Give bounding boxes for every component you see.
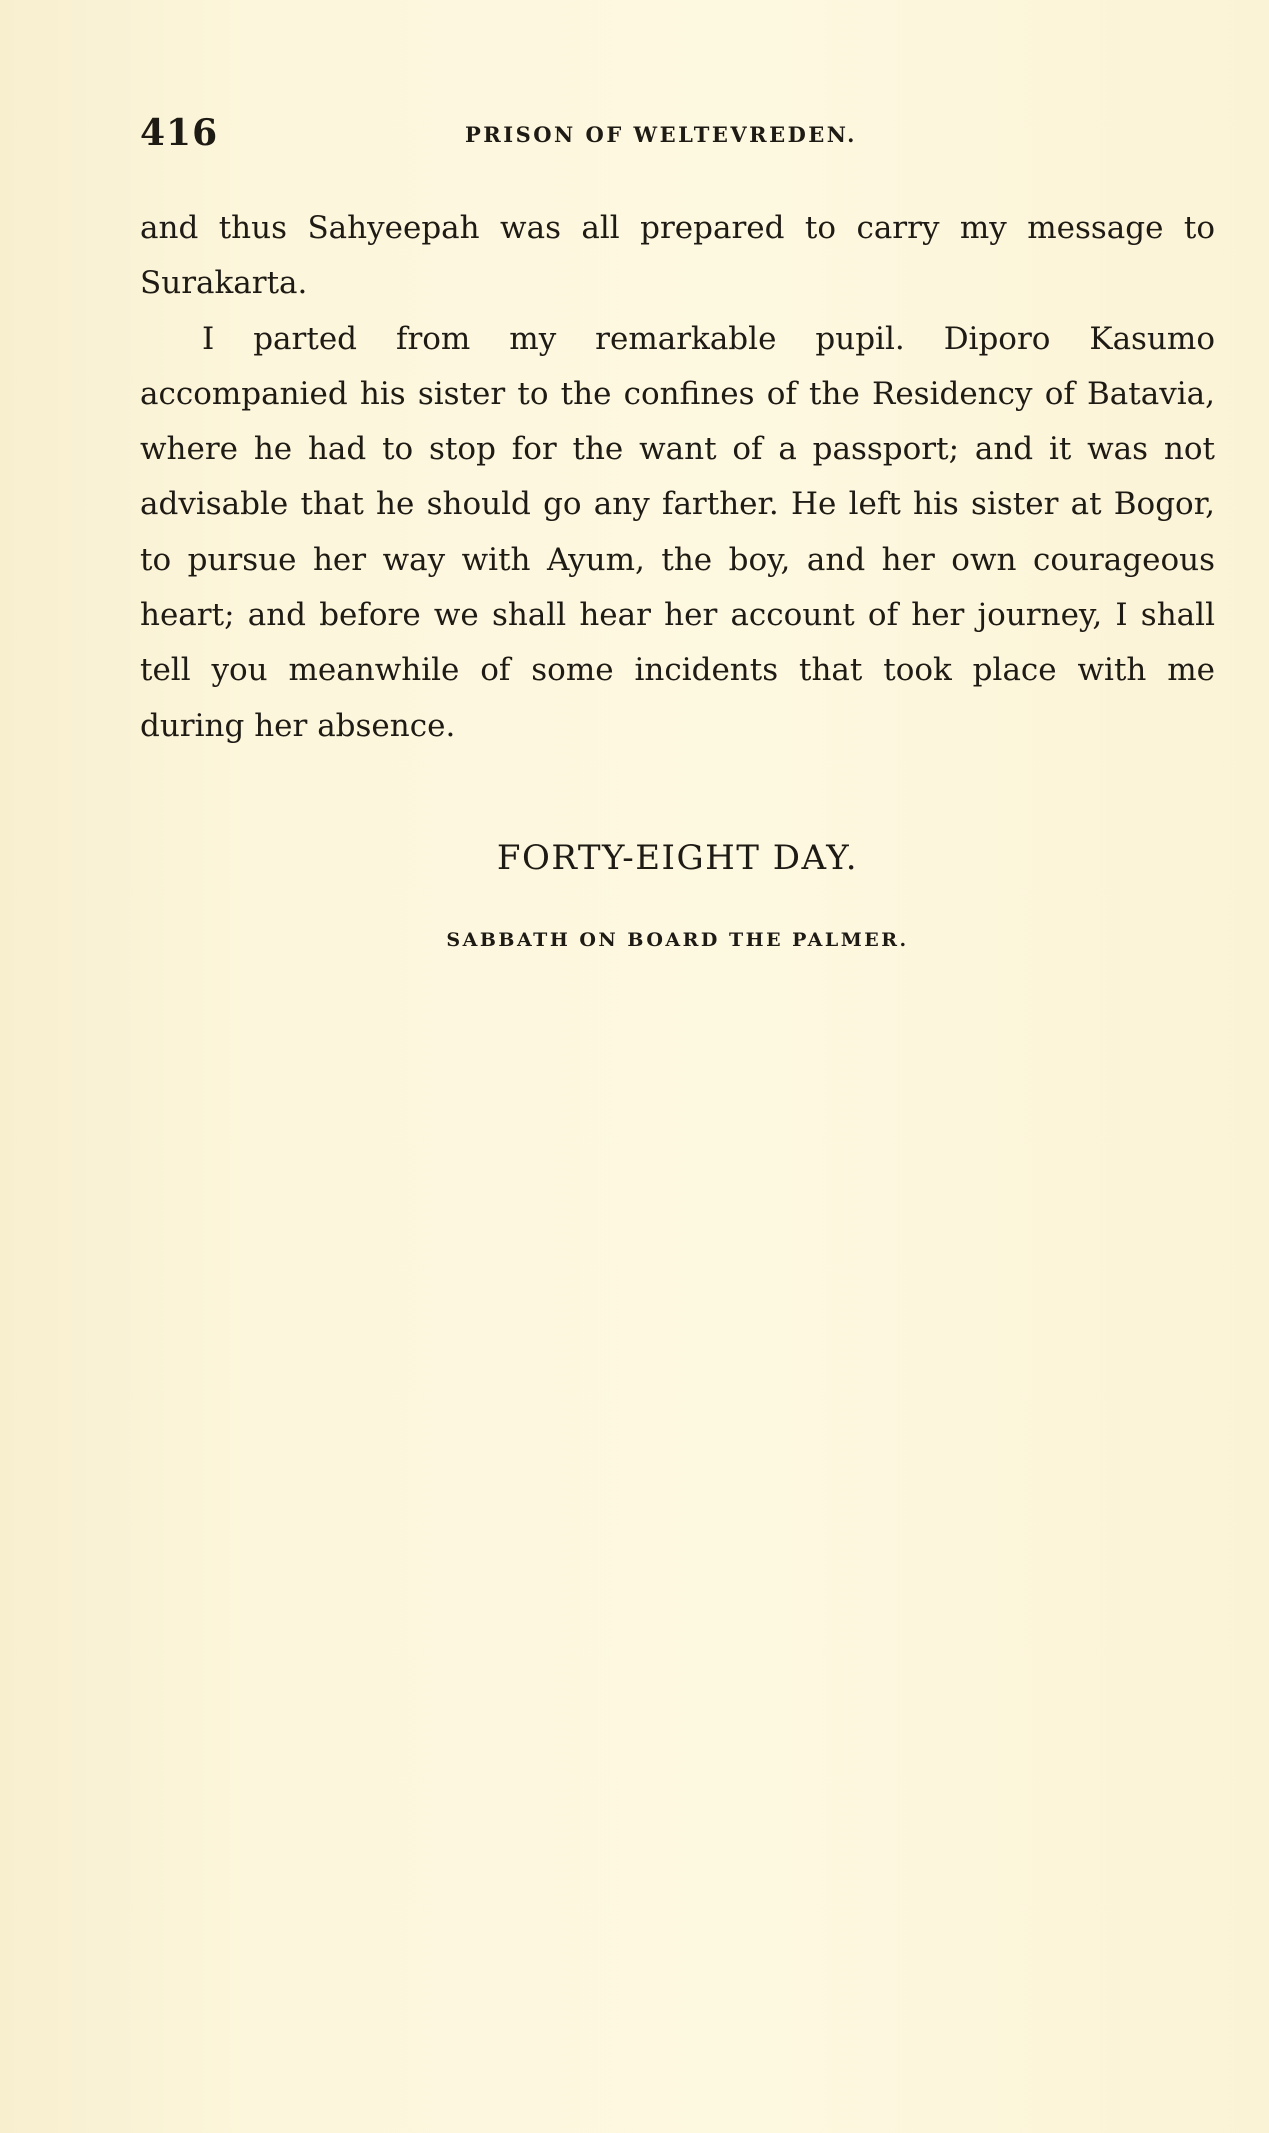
- chapter-subheading: SABBATH ON BOARD THE PALMER.: [446, 929, 909, 951]
- page-number: 416: [140, 112, 219, 154]
- running-head: [140, 112, 1215, 152]
- running-title: PRISON OF WELTEVREDEN.: [465, 122, 857, 147]
- chapter-heading: FORTY-EIGHT DAY.: [496, 838, 859, 878]
- paragraph: I parted from my remarkable pupil. Diporo Kasumo accompanied his sister to the confines of the Residency of Batavia, where he had to stop for the want of a passport; and it was not advisable that he should go any farther. He left his sister at Bogor, to pursue her way with Ayum, the boy, and her own courageous heart; and before we shall hear her account of her journey, I shall tell you meanwhile of some incidents that took place with me during her absence.: [140, 320, 1215, 744]
- body-text: [140, 201, 1215, 754]
- paragraph-continuation: and thus Sahyeepah was all prepared to carry my message to Surakarta.: [140, 210, 1215, 302]
